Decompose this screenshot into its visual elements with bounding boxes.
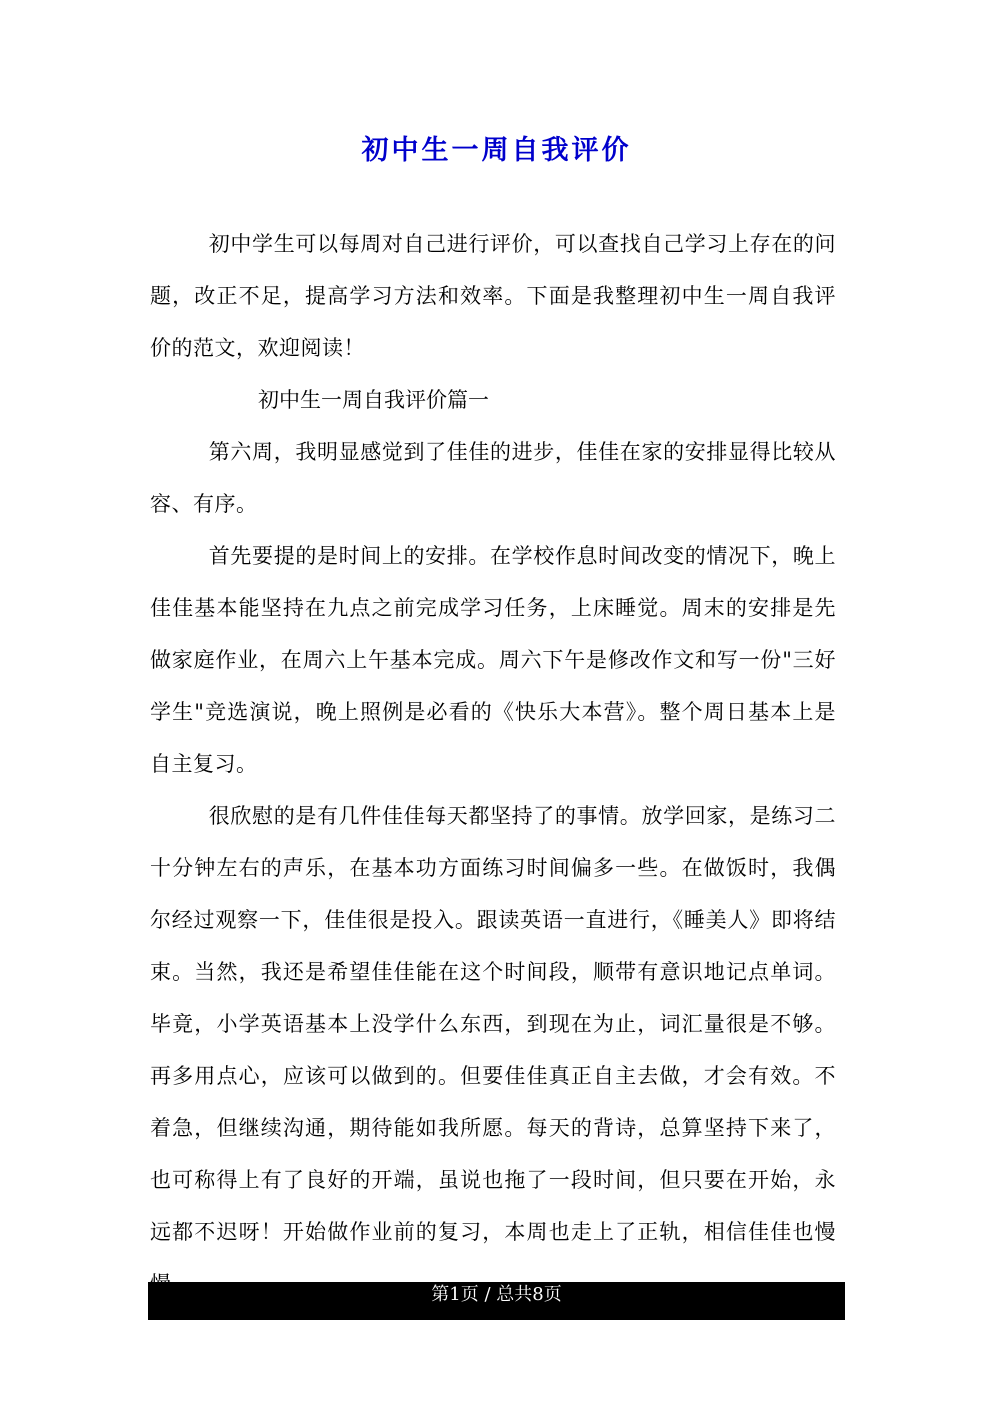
intro-paragraph: 初中学生可以每周对自己进行评价，可以查找自己学习上存在的问题，改正不足，提高学习方法和效率。下面是我整理初中生一周自我评价的范文，欢迎阅读！	[150, 232, 836, 360]
page-number-label: 第1页 / 总共8页	[431, 1284, 562, 1305]
document-body	[150, 218, 836, 1310]
body-paragraph-3: 很欣慰的是有几件佳佳每天都坚持了的事情。放学回家，是练习二十分钟左右的声乐，在基本功方面练习时间偏多一些。在做饭时，我偶尔经过观察一下，佳佳很是投入。跟读英语一直进行，《睡美人》即将结束。当然，我还是希望佳佳能在这个时间段，顺带有意识地记点单词。毕竟，小学英语基本上没学什么东西，到现在为止，词汇量很是不够。再多用点心，应该可以做到的。但要佳佳真正自主去做，才会有效。不着急，但继续沟通，期待能如我所愿。每天的背诗，总算坚持下来了，也可称得上有了良好的开端，虽说也拖了一段时间，但只要在开始，永远都不迟呀！开始做作业前的复习，本周也走上了正轨，相信佳佳也慢	[150, 804, 836, 1244]
body-paragraph-1: 第六周，我明显感觉到了佳佳的进步，佳佳在家的安排显得比较从容、有序。	[150, 440, 836, 516]
body-paragraph-2: 首先要提的是时间上的安排。在学校作息时间改变的情况下，晚上佳佳基本能坚持在九点之前完成学习任务，上床睡觉。周末的安排是先做家庭作业，在周六上午基本完成。周六下午是修改作文和写一份"三好学生"竞选演说，晚上照例是必看的《快乐大本营》。整个周日基本上是自主复习。	[150, 544, 836, 776]
page-footer	[148, 1282, 845, 1320]
section-heading: 初中生一周自我评价篇一	[258, 388, 489, 412]
document-title: 初中生一周自我评价	[361, 135, 632, 166]
